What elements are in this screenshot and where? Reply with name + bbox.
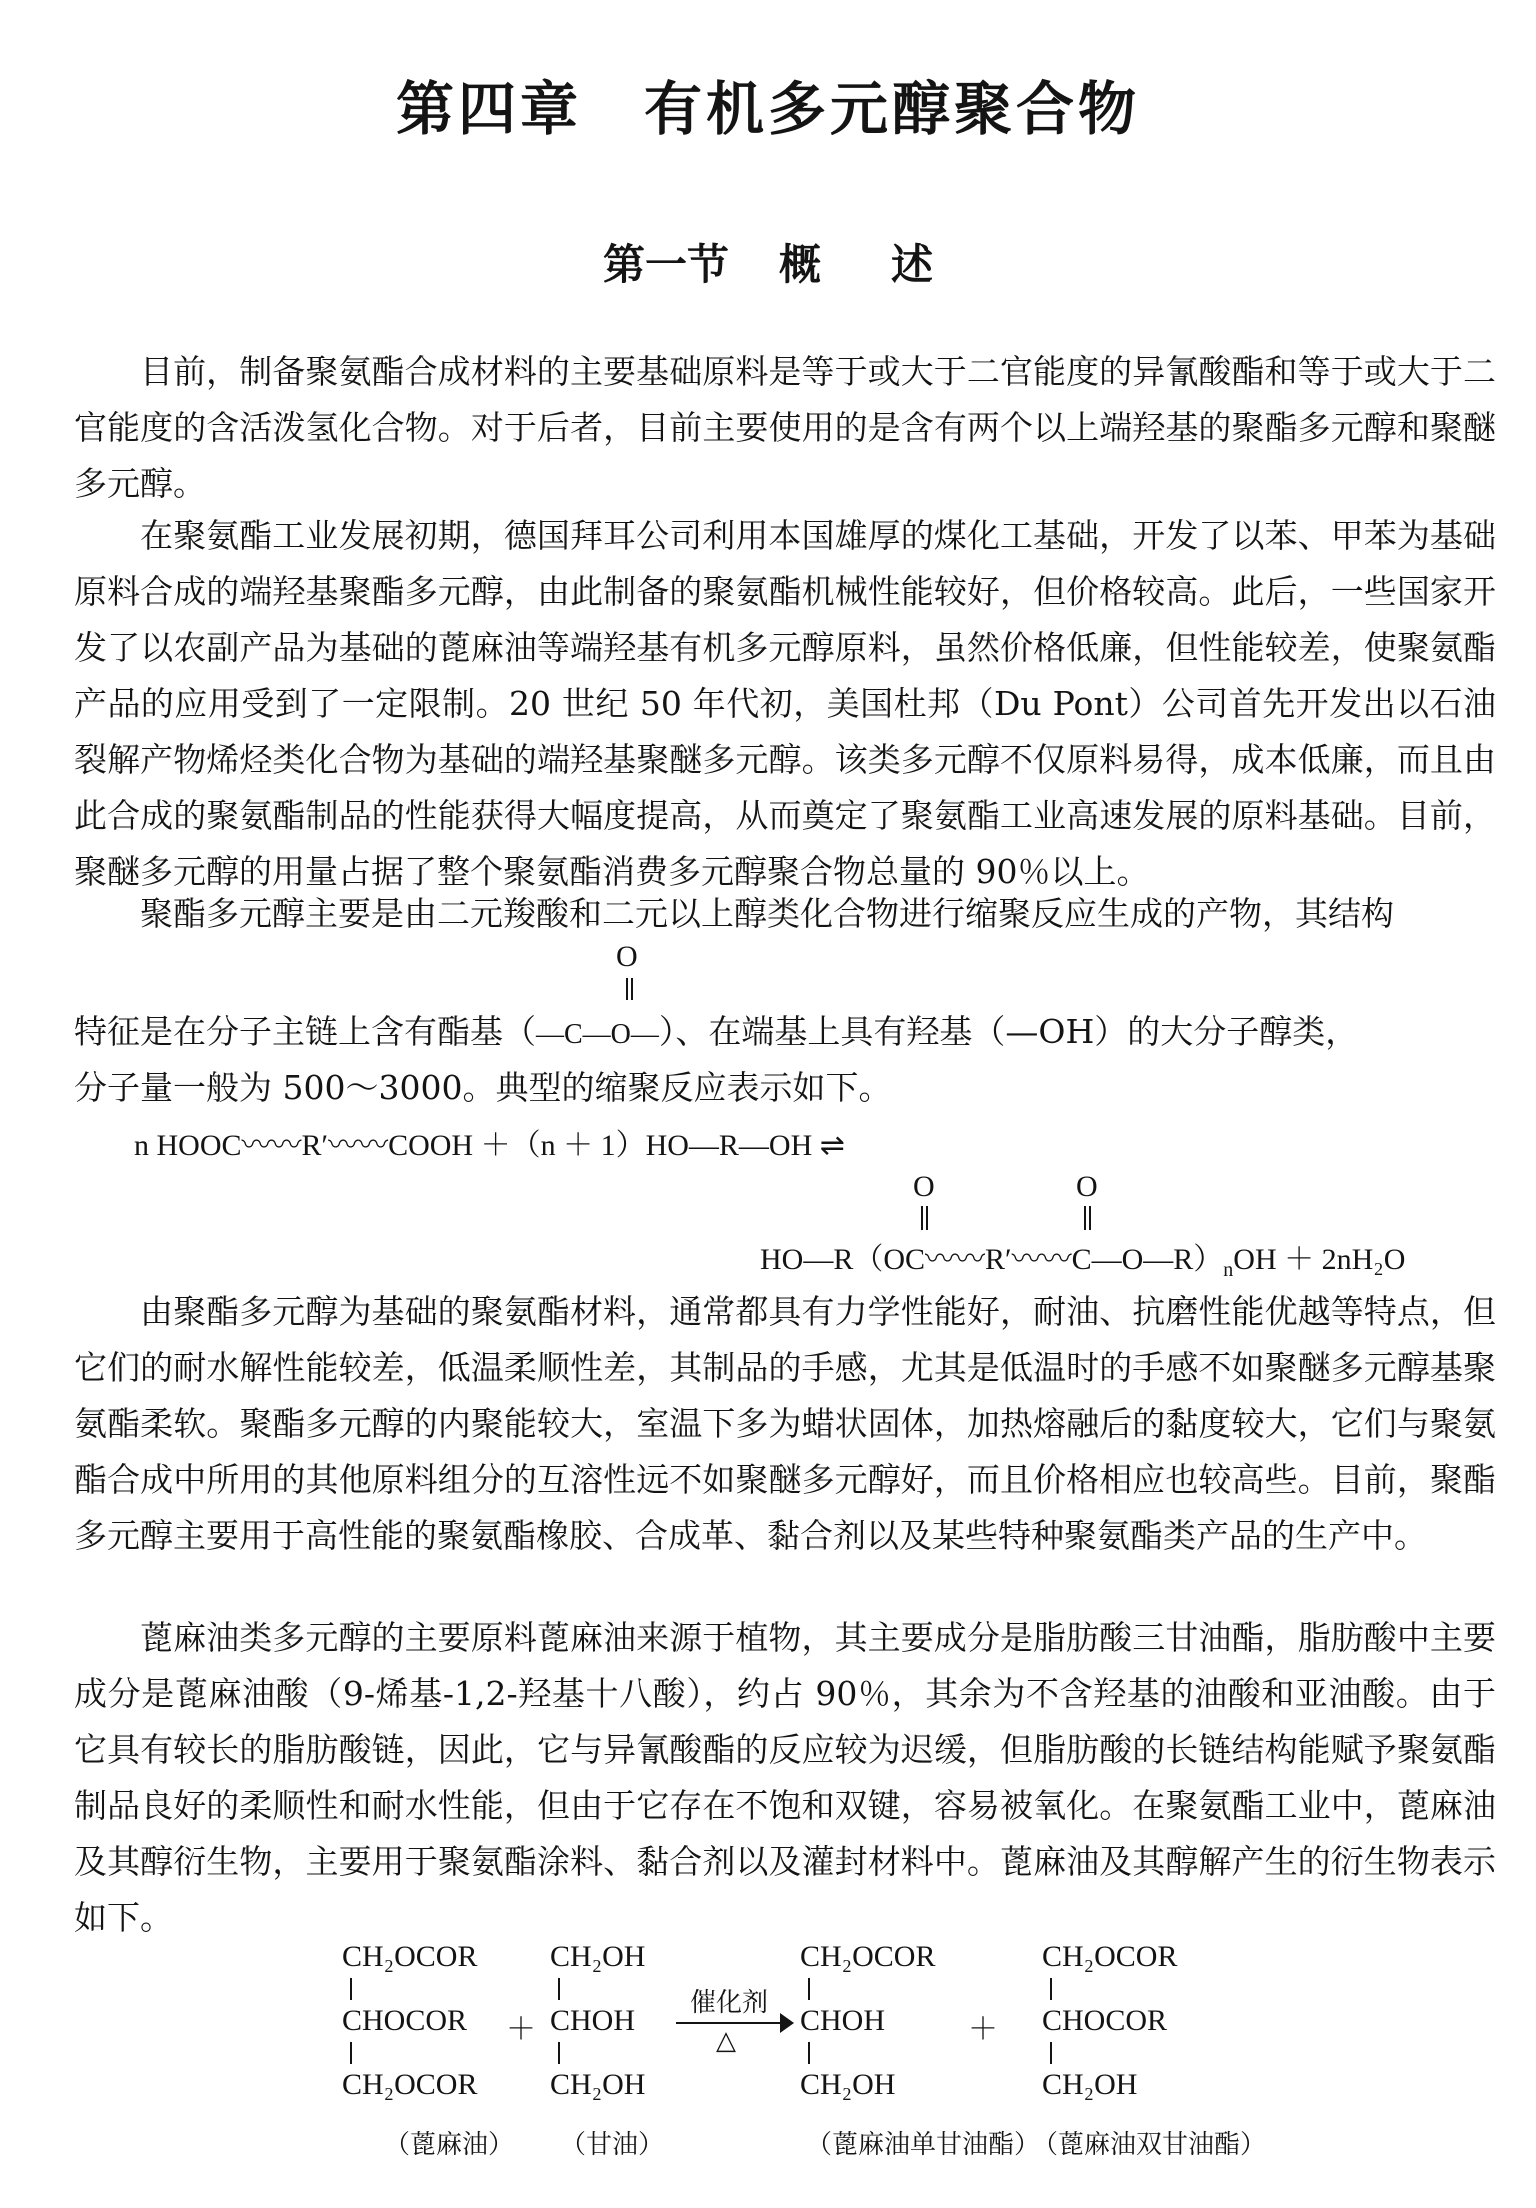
monoglyceride-c1: CH₂OCOR <box>800 1940 936 1973</box>
paragraph-intro: 目前，制备聚氨酯合成材料的主要基础原料是等于或大于二官能度的异氰酸酯和等于或大于二官能度的含活泼氢化合物。对于后者，目前主要使用的是含有两个以上端羟基的聚酯多元醇和聚醚多元醇。 <box>74 352 1496 503</box>
reaction-arrow <box>676 2022 788 2024</box>
paragraph-polyester-line2-start: 特征是在分子主链上含有酯基（ <box>74 1012 536 1051</box>
paragraph-castor-oil: 蓖麻油类多元醇的主要原料蓖麻油来源于植物，其主要成分是脂肪酸三甘油酯，脂肪酸中主要成分是蓖麻油酸（9-烯基-1,2-羟基十八酸），约占 90％，其余为不含羟基的油酸和亚油酸。由于它具有较长的脂肪酸链，因此，它与异氰酸酯的反应较为迟缓，但脂肪酸的长链结构能赋予聚氨酯制品良好的柔顺性和耐水性能，但由于它存在不饱和双键，容易被氧化。在聚氨酯工业中，蓖麻油及其醇衍生物，主要用于聚氨酯涂料、黏合剂以及灌封材料中。蓖麻油及其醇解产生的衍生物表示如下。 <box>74 1618 1496 1937</box>
monoglyceride-c3: CH₂OH <box>800 2068 896 2101</box>
plus-sign-2: ＋ <box>968 2013 998 2046</box>
paragraph-polyester-line1: 聚酯多元醇主要是由二元羧酸和二元以上醇类化合物进行缩聚反应生成的产物，其结构 <box>140 894 1394 933</box>
label-castor-oil: （蓖麻油） <box>384 2130 515 2160</box>
reaction-arrow-head <box>780 2013 794 2033</box>
product-right: OH ＋ 2nH₂O <box>1233 1243 1406 1276</box>
polyester-product <box>760 1234 1405 1282</box>
section-title <box>0 232 1536 292</box>
product-left: HO—R <box>760 1243 854 1276</box>
catalyst-label: 催化剂 <box>690 1988 769 2018</box>
product-double-bond-2b <box>1089 1206 1091 1230</box>
monoglyceride-bond-1 <box>808 1978 810 2000</box>
label-glycerol: （甘油） <box>560 2130 665 2160</box>
ester-double-bond-2 <box>631 978 633 1000</box>
polyesterification-reactants: n HOOC〰〰R′〰〰COOH ＋（n ＋ 1）HO—R—OH ⇌ <box>134 1129 845 1162</box>
heat-symbol: △ <box>716 2026 736 2056</box>
diglyceride-c1: CH₂OCOR <box>1042 1940 1178 1973</box>
product-double-bond-1b <box>926 1206 928 1230</box>
chapter-title: 第四章 有机多元醇聚合物 <box>395 75 1140 143</box>
glycerol-c1: CH₂OH <box>550 1940 646 1973</box>
glycerol-c2: CHOH <box>550 2004 636 2037</box>
ester-oxygen: O <box>616 940 638 973</box>
product-oxygen-2: O <box>1076 1170 1098 1203</box>
paragraph-polyester-line2 <box>74 1006 1358 1053</box>
product-double-bond-1 <box>921 1206 923 1230</box>
section-name-part2: 述 <box>891 240 934 289</box>
product-subscript-n: n <box>1223 1259 1234 1281</box>
castor-oil-c1: CH₂OCOR <box>342 1940 478 1973</box>
monoglyceride-bond-2 <box>808 2042 810 2064</box>
label-monoglyceride: （蓖麻油单甘油酯） <box>806 2130 1041 2160</box>
product-double-bond-2 <box>1084 1206 1086 1230</box>
diglyceride-c3: CH₂OH <box>1042 2068 1138 2101</box>
ester-group: —C—O— <box>536 1019 659 1050</box>
paragraph-history: 在聚氨酯工业发展初期，德国拜耳公司利用本国雄厚的煤化工基础，开发了以苯、甲苯为基础原料合成的端羟基聚酯多元醇，由此制备的聚氨酯机械性能较好，但价格较高。此后，一些国家开发了以农副产品为基础的蓖麻油等端羟基有机多元醇原料，虽然价格低廉，但性能较差，使聚氨酯产品的应用受到了一定限制。20 世纪 50 年代初，美国杜邦（Du Pont）公司首先开发出以石油裂解产物烯烃类化合物为基础的端羟基聚醚多元醇。该类多元醇不仅原料易得，成本低廉，而且由此合成的聚氨酯制品的性能获得大幅度提高，从而奠定了聚氨酯工业高速发展的原料基础。目前，聚醚多元醇的用量占据了整个聚氨酯消费多元醇聚合物总量的 90％以上。 <box>74 516 1496 891</box>
label-diglyceride: （蓖麻油双甘油酯） <box>1032 2130 1267 2160</box>
castor-oil-bond-2 <box>350 2042 352 2064</box>
paragraph-polyester-line3: 分子量一般为 500～3000。典型的缩聚反应表示如下。 <box>74 1068 892 1107</box>
monoglyceride-c2: CHOH <box>800 2004 886 2037</box>
diglyceride-bond-2 <box>1050 2042 1052 2064</box>
paragraph-polyester-line2-end: ）、在端基上具有羟基（—OH）的大分子醇类， <box>658 1012 1359 1051</box>
product-oxygen-1: O <box>913 1170 935 1203</box>
castor-oil-bond-1 <box>350 1978 352 2000</box>
section-name-part1: 概 <box>778 240 821 289</box>
castor-oil-c3: CH₂OCOR <box>342 2068 478 2101</box>
diglyceride-c2: CHOCOR <box>1042 2004 1168 2037</box>
paragraph-polyester-properties: 由聚酯多元醇为基础的聚氨酯材料，通常都具有力学性能好，耐油、抗磨性能优越等特点，但它们的耐水解性能较差，低温柔顺性差，其制品的手感，尤其是低温时的手感不如聚醚多元醇基聚氨酯柔软。聚酯多元醇的内聚能较大，室温下多为蜡状固体，加热熔融后的黏度较大，它们与聚氨酯合成中所用的其他原料组分的互溶性远不如聚醚多元醇好，而且价格相应也较高些。目前，聚酯多元醇主要用于高性能的聚氨酯橡胶、合成革、黏合剂以及某些特种聚氨酯类产品的生产中。 <box>74 1292 1496 1555</box>
product-repeat-unit: （OC〰〰R′〰〰C—O—R） <box>853 1243 1224 1276</box>
diglyceride-bond-1 <box>1050 1978 1052 2000</box>
glycerol-bond-2 <box>558 2042 560 2064</box>
section-number: 第一节 <box>602 240 729 289</box>
castor-oil-c2: CHOCOR <box>342 2004 468 2037</box>
ester-double-bond <box>626 978 628 1000</box>
glycerol-bond-1 <box>558 1978 560 2000</box>
plus-sign-1: ＋ <box>506 2013 536 2046</box>
glycerol-c3: CH₂OH <box>550 2068 646 2101</box>
